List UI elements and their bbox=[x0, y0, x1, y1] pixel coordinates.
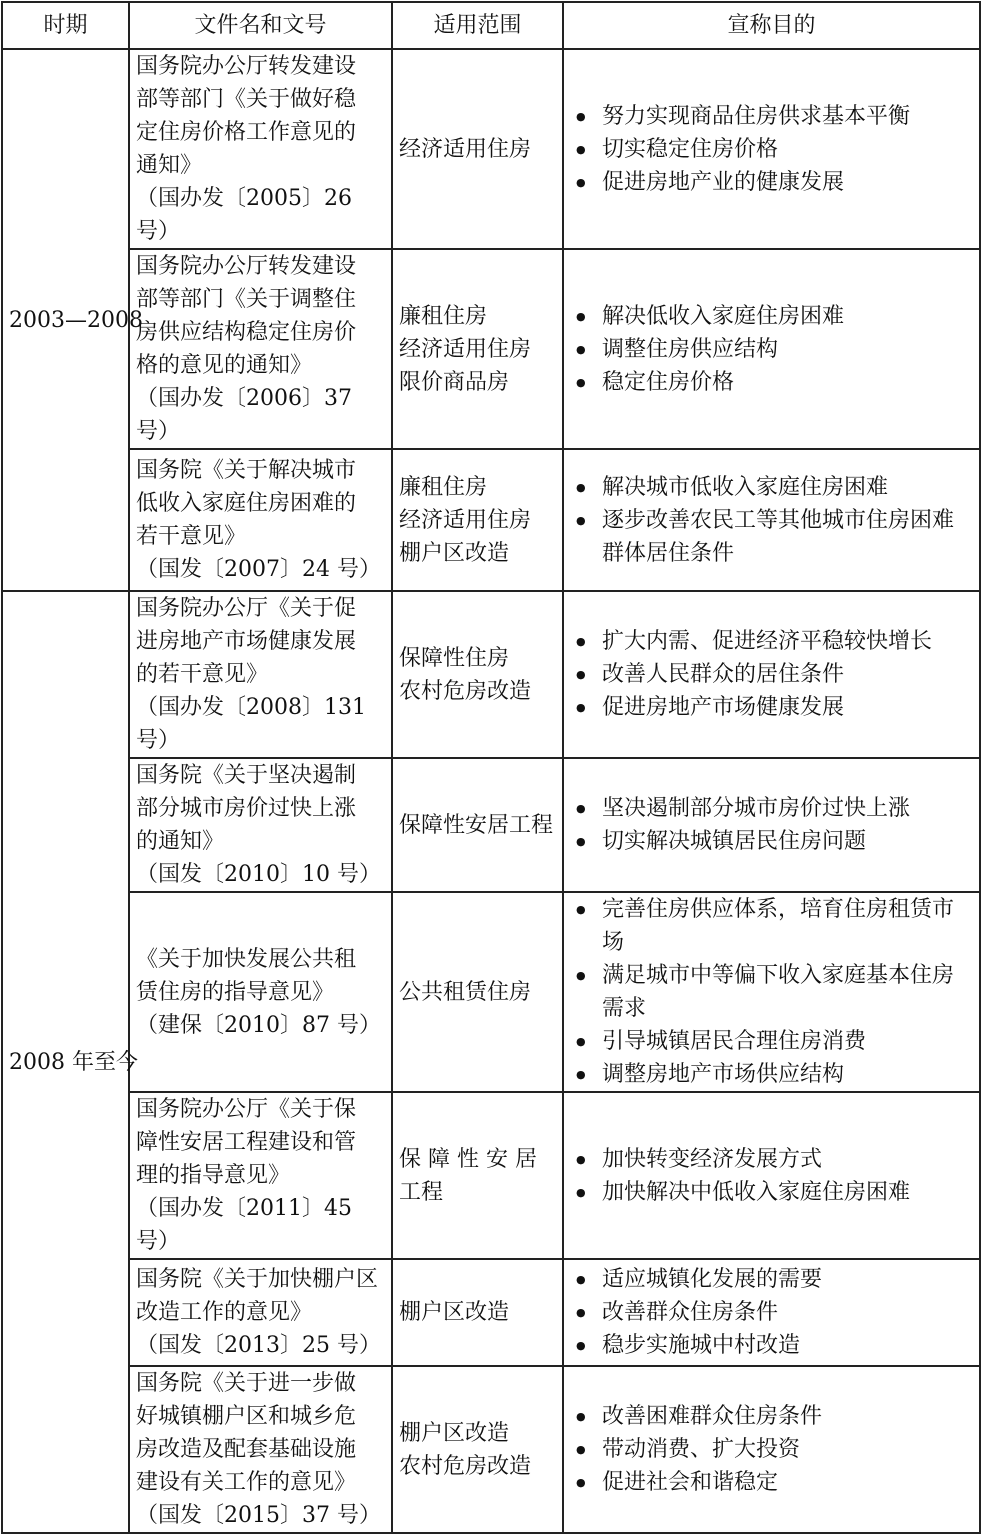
scope-line: 棚户区改造 bbox=[399, 540, 510, 566]
purpose-item: ● 适应城镇化发展的需要 bbox=[602, 1263, 973, 1296]
document-line: （国办发〔2011〕45 号） bbox=[136, 1196, 352, 1254]
table-row bbox=[2, 1259, 980, 1366]
purpose-item: ● 扩大内需、促进经济平稳较快增长 bbox=[602, 625, 973, 658]
purpose-list bbox=[570, 1400, 973, 1499]
purpose-list bbox=[570, 893, 973, 1091]
document-line: 《关于加快发展公共租 bbox=[136, 946, 357, 972]
document-cell bbox=[129, 1092, 392, 1259]
scope-line: 限价商品房 bbox=[399, 369, 510, 395]
scope-cell bbox=[392, 49, 563, 249]
scope-line: 廉租住房 bbox=[399, 303, 488, 329]
purpose-item: ● 逐步改善农民工等其他城市住房困难群体居住条件 bbox=[602, 504, 973, 570]
header-row bbox=[2, 2, 980, 49]
document-line: （国发〔2007〕24 号） bbox=[136, 557, 381, 582]
document-line: 国务院《关于加快棚户区 bbox=[136, 1267, 379, 1292]
purpose-list bbox=[570, 1143, 973, 1209]
purpose-cell bbox=[563, 449, 980, 591]
scope-line: 保障性安居工程 bbox=[399, 812, 554, 838]
purpose-item: ● 引导城镇居民合理住房消费 bbox=[602, 1025, 973, 1058]
document-line: 部分城市房价过快上涨 bbox=[136, 796, 357, 821]
scope-line: 棚户区改造 bbox=[399, 1420, 510, 1446]
document-line: 国务院办公厅转发建设 bbox=[136, 54, 357, 79]
scope-line: 经济适用住房 bbox=[399, 336, 532, 362]
document-line: （国办发〔2006〕37 号） bbox=[136, 386, 352, 444]
purpose-item: ● 坚决遏制部分城市房价过快上涨 bbox=[602, 792, 973, 825]
scope-line: 农村危房改造 bbox=[399, 678, 532, 704]
scope-line: 公共租赁住房 bbox=[399, 979, 532, 1005]
document-line: 国务院办公厅《关于保 bbox=[136, 1097, 357, 1122]
document-line: 建设有关工作的意见》 bbox=[136, 1470, 357, 1495]
document-line: 若干意见》 bbox=[136, 524, 247, 549]
policy-table bbox=[1, 1, 981, 1534]
purpose-item: ● 调整住房供应结构 bbox=[602, 333, 973, 366]
purpose-cell bbox=[563, 249, 980, 449]
document-line: （国办发〔2008〕131 号） bbox=[136, 695, 366, 753]
purpose-item: ● 改善群众住房条件 bbox=[602, 1296, 973, 1329]
document-line: （国办发〔2005〕26 号） bbox=[136, 186, 352, 244]
table-row bbox=[2, 892, 980, 1092]
document-line: 部等部门《关于调整住 bbox=[136, 287, 357, 312]
purpose-cell bbox=[563, 1092, 980, 1259]
period-cell: 2003—2008 bbox=[2, 49, 129, 591]
document-cell bbox=[129, 892, 392, 1092]
purpose-item: ● 改善困难群众住房条件 bbox=[602, 1400, 973, 1433]
scope-line: 保 障 性 安 居 bbox=[399, 1146, 537, 1172]
document-line: 房供应结构稳定住房价 bbox=[136, 320, 357, 345]
document-line: 进房地产市场健康发展 bbox=[136, 629, 357, 654]
document-cell bbox=[129, 449, 392, 591]
table-row bbox=[2, 249, 980, 449]
document-line: 低收入家庭住房困难的 bbox=[136, 491, 357, 516]
purpose-list bbox=[570, 792, 973, 858]
table-row bbox=[2, 449, 980, 591]
document-line: 赁住房的指导意见》 bbox=[136, 979, 335, 1005]
document-cell bbox=[129, 1366, 392, 1533]
document-line: （国发〔2015〕37 号） bbox=[136, 1503, 381, 1528]
scope-line: 农村危房改造 bbox=[399, 1453, 532, 1479]
purpose-item: ● 稳步实施城中村改造 bbox=[602, 1329, 973, 1362]
header-period: 时期 bbox=[2, 2, 129, 49]
purpose-cell bbox=[563, 49, 980, 249]
document-line: 定住房价格工作意见的 bbox=[136, 120, 357, 145]
document-line: （国发〔2010〕10 号） bbox=[136, 862, 381, 887]
scope-cell bbox=[392, 1259, 563, 1366]
scope-line: 棚户区改造 bbox=[399, 1300, 510, 1325]
purpose-cell bbox=[563, 758, 980, 892]
table-row bbox=[2, 49, 980, 249]
document-line: 改造工作的意见》 bbox=[136, 1300, 313, 1325]
document-line: （国发〔2013〕25 号） bbox=[136, 1333, 381, 1358]
purpose-item: ● 带动消费、扩大投资 bbox=[602, 1433, 973, 1466]
document-line: 部等部门《关于做好稳 bbox=[136, 87, 357, 112]
document-line: （建保〔2010〕87 号） bbox=[136, 1012, 381, 1038]
table-row bbox=[2, 591, 980, 758]
document-line: 好城镇棚户区和城乡危 bbox=[136, 1404, 357, 1429]
document-line: 障性安居工程建设和管 bbox=[136, 1130, 357, 1155]
purpose-list bbox=[570, 300, 973, 399]
scope-cell bbox=[392, 591, 563, 758]
purpose-item: ● 促进房地产市场健康发展 bbox=[602, 691, 973, 724]
purpose-item: ● 努力实现商品住房供求基本平衡 bbox=[602, 100, 973, 133]
document-cell bbox=[129, 758, 392, 892]
purpose-cell bbox=[563, 591, 980, 758]
scope-line: 工程 bbox=[399, 1179, 444, 1205]
purpose-item: ● 解决低收入家庭住房困难 bbox=[602, 300, 973, 333]
document-line: 的通知》 bbox=[136, 829, 225, 854]
purpose-item: ● 切实稳定住房价格 bbox=[602, 133, 973, 166]
document-line: 国务院《关于进一步做 bbox=[136, 1371, 357, 1396]
purpose-cell bbox=[563, 1259, 980, 1366]
period-cell: 2008 年至今 bbox=[2, 591, 129, 1533]
document-line: 国务院《关于坚决遏制 bbox=[136, 763, 357, 788]
purpose-item: ● 稳定住房价格 bbox=[602, 366, 973, 399]
purpose-item: ● 切实解决城镇居民住房问题 bbox=[602, 825, 973, 858]
purpose-list bbox=[570, 100, 973, 199]
purpose-item: ● 促进社会和谐稳定 bbox=[602, 1466, 973, 1499]
purpose-list bbox=[570, 625, 973, 724]
scope-line: 保障性住房 bbox=[399, 645, 510, 671]
header-document: 文件名和文号 bbox=[129, 2, 392, 49]
purpose-item: ● 改善人民群众的居住条件 bbox=[602, 658, 973, 691]
scope-line: 经济适用住房 bbox=[399, 507, 532, 533]
purpose-item: ● 加快解决中低收入家庭住房困难 bbox=[602, 1176, 973, 1209]
document-line: 房改造及配套基础设施 bbox=[136, 1437, 357, 1462]
header-purpose: 宣称目的 bbox=[563, 2, 980, 49]
document-line: 的若干意见》 bbox=[136, 662, 269, 687]
table-row bbox=[2, 1092, 980, 1259]
document-line: 国务院办公厅转发建设 bbox=[136, 254, 357, 279]
purpose-item: ● 满足城市中等偏下收入家庭基本住房需求 bbox=[602, 959, 973, 1025]
scope-cell bbox=[392, 1366, 563, 1533]
document-cell bbox=[129, 49, 392, 249]
purpose-list bbox=[570, 471, 973, 570]
table-row bbox=[2, 1366, 980, 1533]
document-line: 通知》 bbox=[136, 153, 203, 178]
scope-cell bbox=[392, 758, 563, 892]
table-row bbox=[2, 758, 980, 892]
document-cell bbox=[129, 1259, 392, 1366]
scope-line: 经济适用住房 bbox=[399, 136, 532, 162]
scope-cell bbox=[392, 449, 563, 591]
purpose-list bbox=[570, 1263, 973, 1362]
purpose-item: ● 完善住房供应体系，培育住房租赁市场 bbox=[602, 893, 973, 959]
purpose-item: ● 调整房地产市场供应结构 bbox=[602, 1058, 973, 1091]
document-cell bbox=[129, 249, 392, 449]
scope-line: 廉租住房 bbox=[399, 474, 488, 500]
header-scope: 适用范围 bbox=[392, 2, 563, 49]
document-line: 理的指导意见》 bbox=[136, 1163, 291, 1188]
purpose-item: ● 解决城市低收入家庭住房困难 bbox=[602, 471, 973, 504]
purpose-cell bbox=[563, 1366, 980, 1533]
document-line: 格的意见的通知》 bbox=[136, 353, 313, 378]
purpose-item: ● 加快转变经济发展方式 bbox=[602, 1143, 973, 1176]
scope-cell bbox=[392, 892, 563, 1092]
scope-cell bbox=[392, 249, 563, 449]
scope-cell bbox=[392, 1092, 563, 1259]
document-cell bbox=[129, 591, 392, 758]
purpose-item: ● 促进房地产业的健康发展 bbox=[602, 166, 973, 199]
document-line: 国务院《关于解决城市 bbox=[136, 458, 357, 483]
purpose-cell bbox=[563, 892, 980, 1092]
document-line: 国务院办公厅《关于促 bbox=[136, 596, 357, 621]
